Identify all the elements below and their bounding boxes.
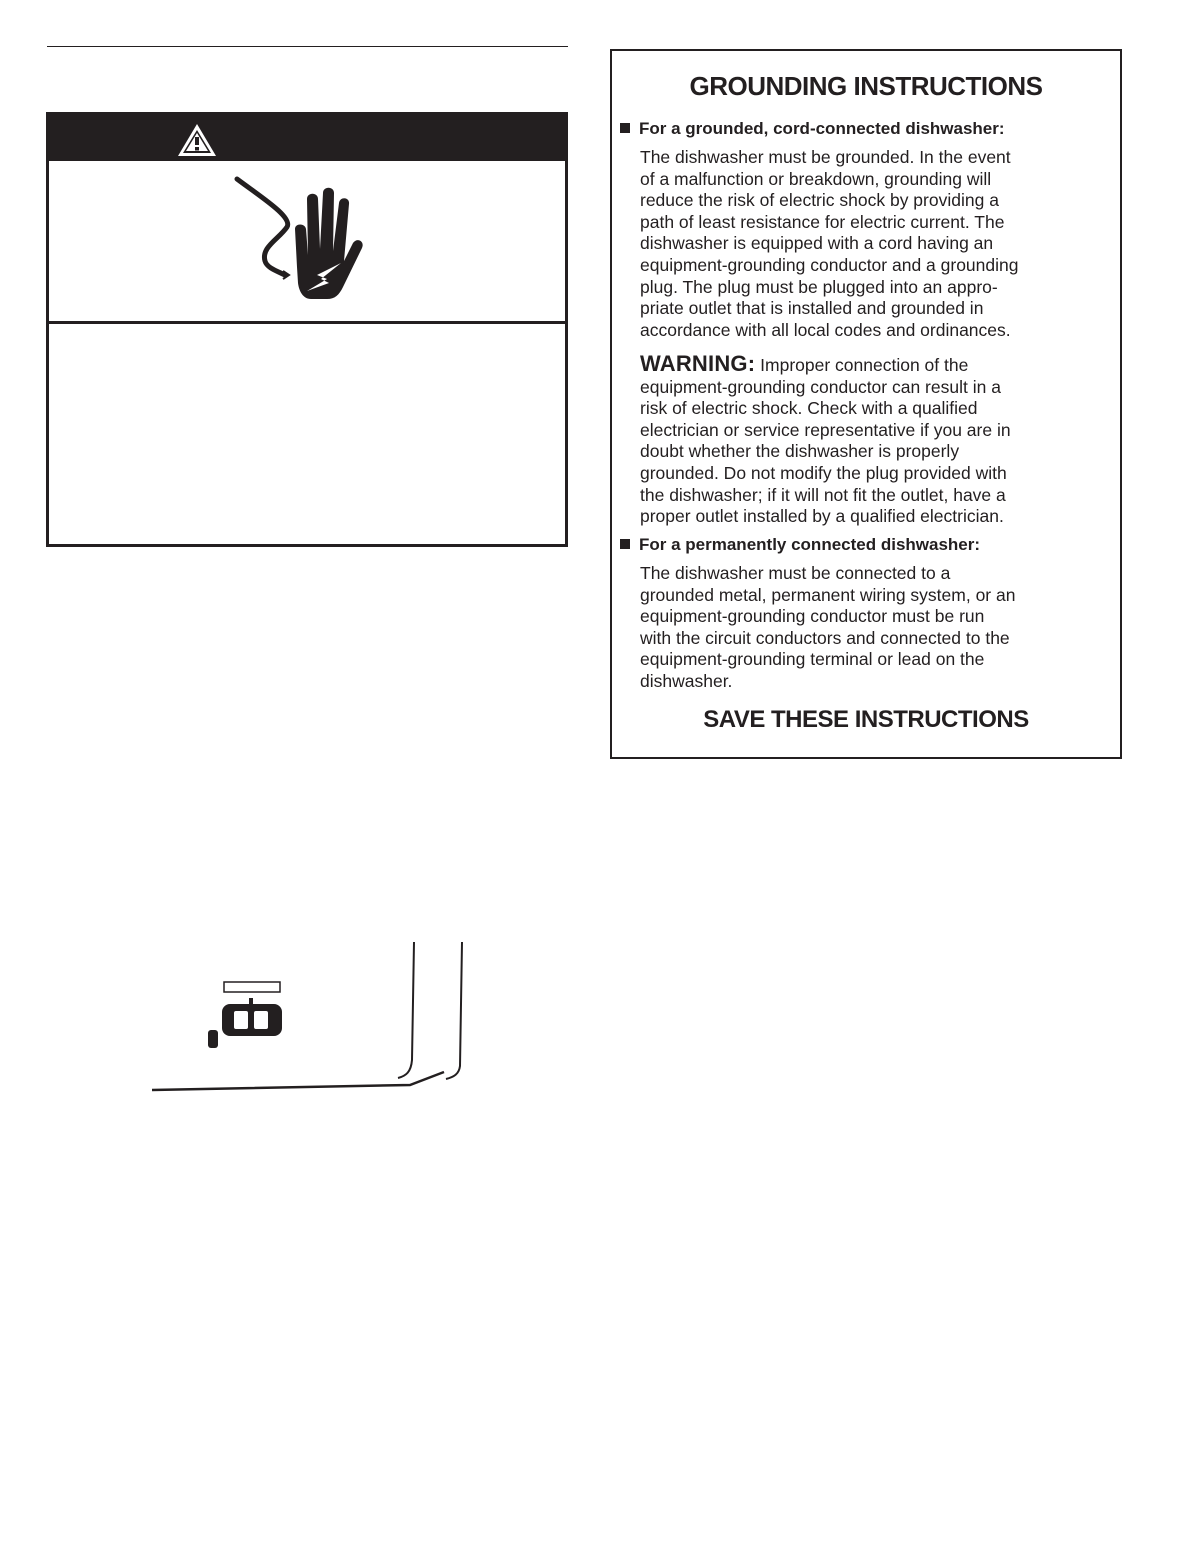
warning-label: WARNING:: [640, 351, 756, 376]
paragraph-line: the dishwasher; if it will not fit the outlet, have a: [640, 484, 1006, 505]
paragraph-line: accordance with all local codes and ordinances.: [640, 319, 1011, 340]
paragraph-line: grounded. Do not modify the plug provided with: [640, 462, 1007, 483]
paragraph-line: equipment-grounding conductor and a grounding: [640, 254, 1019, 275]
paragraph-line: with the circuit conductors and connected to the: [640, 627, 1010, 648]
paragraph-line: risk of electric shock. Check with a qualified: [640, 398, 978, 419]
square-bullet-icon: [620, 123, 630, 133]
grounding-title: GROUNDING INSTRUCTIONS: [689, 71, 1043, 101]
paragraph-line: grounded metal, permanent wiring system, or an: [640, 584, 1016, 605]
paragraph-line: doubt whether the dishwasher is properly: [640, 441, 960, 462]
warning-pictogram-panel: [49, 161, 565, 324]
outlet-label-plate: [224, 982, 280, 992]
permanent-paragraph: [640, 563, 1110, 693]
top-rule: [47, 46, 568, 47]
grounding-instructions-box: [610, 49, 1122, 759]
permanent-heading-text: For a permanently connected dishwasher:: [639, 535, 981, 554]
paragraph-line: reduce the risk of electric shock by providing a: [640, 190, 999, 211]
paragraph-line: priate outlet that is installed and grounded in: [640, 298, 984, 319]
paragraph-line: The dishwasher must be grounded. In the event: [640, 147, 1011, 167]
cord-connected-heading: [620, 119, 1005, 139]
paragraph-line: path of least resistance for electric current. The: [640, 211, 1005, 232]
warning-triangle-icon: [176, 122, 218, 158]
paragraph-line: The dishwasher must be connected to a: [640, 563, 951, 583]
paragraph-line: dishwasher is equipped with a cord having an: [640, 233, 994, 254]
cord-connected-paragraph: [640, 147, 1110, 341]
warning-first-line-text: Improper connection of the: [760, 355, 969, 375]
paragraph-line: equipment-grounding conductor can result in a: [640, 376, 1001, 397]
paragraph-line: dishwasher.: [640, 670, 733, 691]
save-instructions-title: SAVE THESE INSTRUCTIONS: [703, 706, 1029, 733]
permanent-heading: [620, 535, 980, 555]
warning-header-bar: [49, 115, 565, 161]
paragraph-line: of a malfunction or breakdown, grounding will: [640, 168, 992, 189]
grounded-outlet-illustration: [148, 940, 468, 1100]
square-bullet-icon: [620, 539, 630, 549]
cord-connected-heading-text: For a grounded, cord-connected dishwasher:: [639, 119, 1005, 138]
warning-first-line: [640, 353, 1110, 377]
grounding-warning-paragraph: [640, 353, 1110, 528]
electric-shock-warning-box: [46, 112, 568, 547]
plug-stub: [208, 1030, 218, 1048]
electric-shock-hand-icon: [231, 171, 371, 311]
paragraph-line: electrician or service representative if you are in: [640, 419, 1011, 440]
paragraph-line: equipment-grounding conductor must be run: [640, 606, 985, 627]
paragraph-line: proper outlet installed by a qualified electrician.: [640, 506, 1004, 527]
paragraph-line: equipment-grounding terminal or lead on the: [640, 649, 985, 670]
paragraph-line: plug. The plug must be plugged into an appro-: [640, 276, 998, 297]
